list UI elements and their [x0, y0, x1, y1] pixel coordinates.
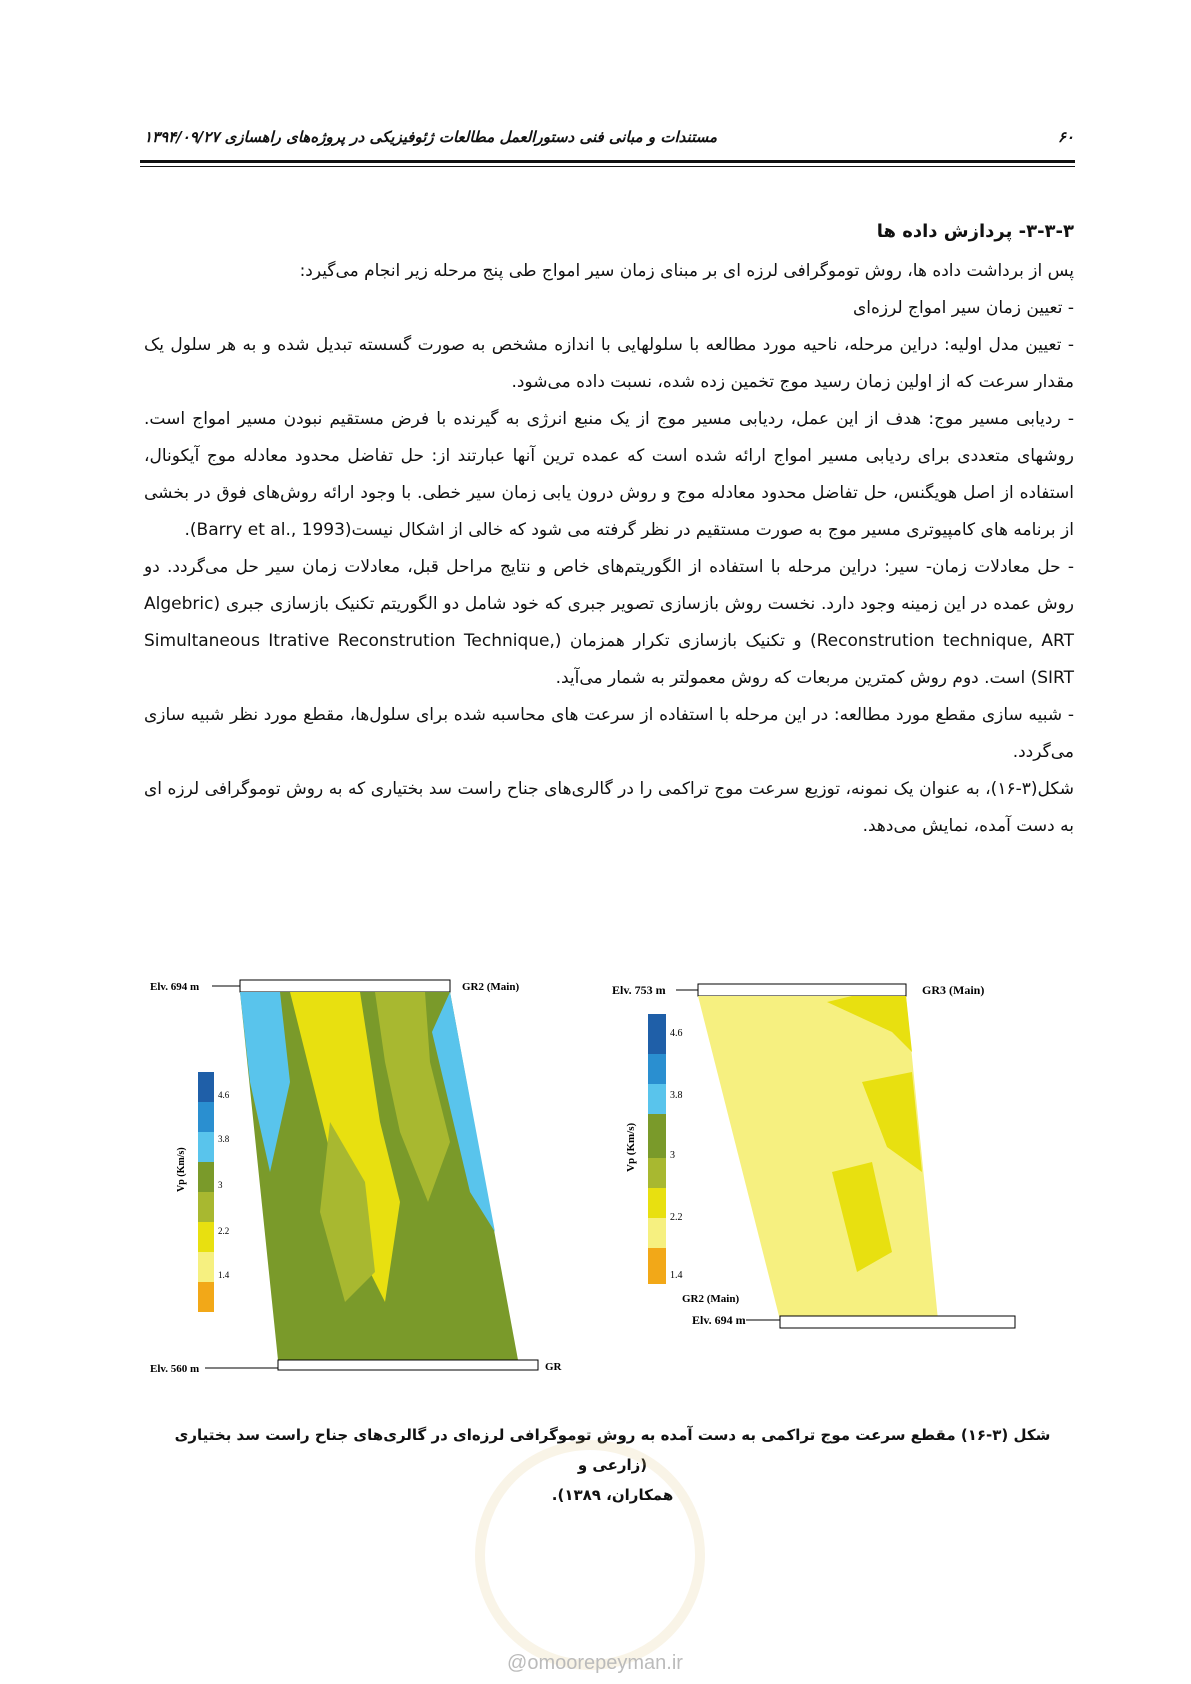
right-top-elev: Elv. 753 m	[612, 983, 666, 997]
right-tomogram	[612, 972, 1082, 1392]
legend-tick: 3	[218, 1180, 223, 1190]
caption-line: شکل (۳-۱۶) مقطع سرعت موج تراکمی به دست آمده به روش توموگرافی لرزه‌ای در گالری‌های جناح راست سد بختیاری (زارعی و	[174, 1426, 1051, 1474]
legend-tick: 2.2	[218, 1226, 230, 1236]
right-axis-label: Vp (Km/s)	[625, 1122, 637, 1172]
legend-tick: 2.2	[670, 1212, 683, 1223]
right-legend	[625, 1014, 683, 1284]
section-heading: ۳-۳-۳- پردازش داده ها	[876, 221, 1074, 242]
watermark-seal	[475, 1440, 705, 1670]
left-top-elev: Elv. 694 m	[150, 981, 200, 993]
left-top-gallery-bar	[240, 980, 450, 992]
caption-line: همکاران، ۱۳۸۹).	[551, 1486, 674, 1504]
left-bottom-elev: Elv. 560 m	[150, 1363, 200, 1375]
list-item: - شبیه سازی مقطع مورد مطالعه: در این مرحله با استفاده از سرعت های محاسبه شده برای سلول‌ها، مقطع مورد نظر شبیه سازی می‌گردد.	[144, 697, 1074, 771]
legend-tick: 1.4	[218, 1270, 230, 1280]
section-body	[144, 215, 1074, 845]
closing-paragraph: شکل(۳-۱۶)، به عنوان یک نمونه، توزیع سرعت موج تراکمی را در گالری‌های جناح راست سد بختیاری که به روش توموگرافی لرزه ای به دست آمده، نمایش می‌دهد.	[144, 779, 1074, 836]
legend-tick: 3	[670, 1150, 675, 1161]
legend-tick: 4.6	[218, 1090, 230, 1100]
header-rule-thin	[140, 166, 1075, 167]
right-top-gallery-bar	[698, 984, 906, 996]
page-header	[144, 128, 1074, 158]
right-bottom-gallery-bar	[780, 1316, 1015, 1328]
left-tomogram	[150, 972, 590, 1392]
left-bottom-gallery-bar	[278, 1360, 538, 1370]
watermark-site: @omoorepeyman.ir	[507, 1652, 683, 1674]
right-top-gallery: GR3 (Main)	[922, 983, 985, 997]
right-bottom-elev: Elv. 694 m	[692, 1313, 746, 1327]
list-item: - ردیابی مسیر موج: هدف از این عمل، ردیابی مسیر موج از یک منبع انرژی به گیرنده با فرض مستقیم نبودن مسیر امواج است. روشهای متعددی برای ردیابی مسیر امواج ارائه شده است که عمده ترین آنها عبارتند از: حل تفاضل محدود معادله موج آیکونال، استفاده از اصل هویگنس، حل تفاضل محدود معادله موج و روش درون یابی زمان سیر خطی. با وجود ارائه روش‌های فوق در بخشی از برنامه های کامپیوتری مسیر موج به صورت مستقیم در نظر گرفته می شود که خالی از اشکال نیست(Barry et al., 1993).	[144, 401, 1074, 549]
list-item: - تعیین زمان سیر امواج لرزه‌ای	[144, 290, 1074, 327]
left-axis-label: Vp (Km/s)	[176, 1147, 187, 1192]
legend-tick: 4.6	[670, 1028, 683, 1039]
tomography-figure	[150, 972, 1075, 1402]
left-bottom-gallery: GR	[545, 1361, 562, 1373]
header-rule-thick	[140, 160, 1075, 163]
left-legend	[176, 1072, 230, 1312]
right-bottom-gallery-label: GR2 (Main)	[682, 1293, 740, 1305]
list-item: - تعیین مدل اولیه: دراین مرحله، ناحیه مورد مطالعه با سلولهایی با اندازه مشخص به صورت گسسته تبدیل شده و به هر سلول یک مقدار سرعت که از اولین زمان رسید موج تخمین زده شده، نسبت داده می‌شود.	[144, 327, 1074, 401]
legend-tick: 3.8	[218, 1134, 230, 1144]
legend-tick: 3.8	[670, 1090, 683, 1101]
legend-tick: 1.4	[670, 1270, 683, 1281]
page-number: ۶۰	[1057, 128, 1074, 146]
left-top-gallery: GR2 (Main)	[462, 981, 520, 993]
section-polygon	[698, 996, 938, 1320]
running-title: مستندات و مبانی فنی دستورالعمل مطالعات ژئوفیزیکی در پروژه‌های راهسازی ۱۳۹۴/۰۹/۲۷	[144, 128, 718, 146]
intro-paragraph: پس از برداشت داده ها، روش توموگرافی لرزه ای بر مبنای زمان سیر امواج طی پنج مرحله زیر انجام می‌گیرد:	[299, 261, 1074, 281]
list-item: - حل معادلات زمان- سیر: دراین مرحله با استفاده از الگوریتم‌های خاص و نتایج مراحل قبل، معادلات زمان سیر حل می‌گردد. دو روش عمده در این زمینه وجود دارد. نخست روش بازسازی تصویر جبری که خود شامل دو الگوریتم تکنیک بازسازی جبری (Algebric Reconstrution technique, ART) و تکنیک بازسازی تکرار همزمان (Simultaneous Itrative Reconstrution Technique, SIRT) است. دوم روش کمترین مربعات که روش معمولتر به شمار می‌آید.	[144, 549, 1074, 697]
